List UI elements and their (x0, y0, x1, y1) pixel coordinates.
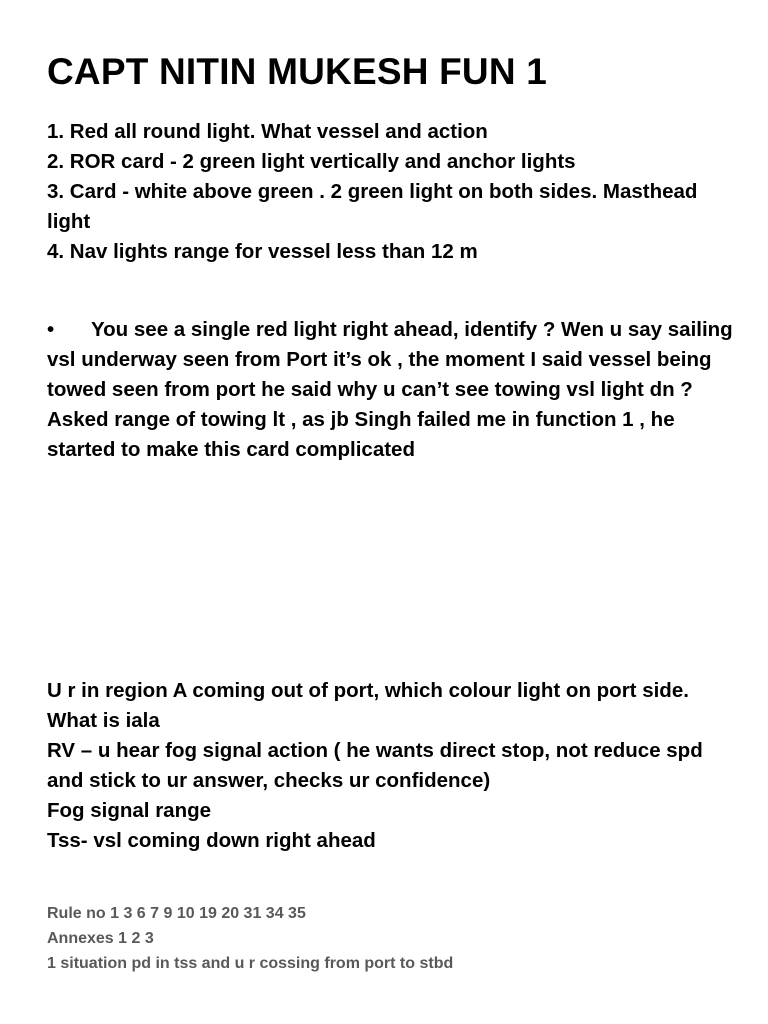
footer-line: Annexes 1 2 3 (47, 930, 154, 947)
footer-line: 1 situation pd in tss and u r cossing from port to stbd (47, 955, 454, 972)
bullet-item (47, 315, 737, 465)
bullet-paragraph (47, 315, 737, 465)
question-line: RV – u hear fog signal action ( he wants direct stop, not reduce spd and stick to ur answer, checks ur confidence) (47, 739, 703, 792)
bullet-text: You see a single red light right ahead, identify ? Wen u say sailing vsl underway seen from Port it’s ok , the moment I said vessel being towed seen from port he said why u can’t see towing vsl light dn ? Asked range of towing lt , as jb Singh failed me in function 1 , he started to make this card complicated (47, 318, 733, 461)
footer-notes (47, 901, 737, 976)
page-title: CAPT NITIN MUKESH FUN 1 (47, 51, 547, 92)
question-line: What is iala (47, 709, 160, 732)
list-item: 4. Nav lights range for vessel less than 12 m (47, 240, 478, 263)
list-item: 3. Card - white above green . 2 green light on both sides. Masthead light (47, 180, 698, 233)
list-item: 2. ROR card - 2 green light vertically and anchor lights (47, 150, 576, 173)
numbered-list (47, 117, 737, 267)
question-line: Fog signal range (47, 799, 212, 822)
footer-line: Rule no 1 3 6 7 9 10 19 20 31 34 35 (47, 905, 306, 922)
bullet-icon: • (47, 318, 55, 341)
questions-block (47, 676, 737, 856)
question-line: Tss- vsl coming down right ahead (47, 829, 376, 852)
list-item: 1. Red all round light. What vessel and action (47, 120, 488, 143)
question-line: U r in region A coming out of port, which colour light on port side. (47, 679, 689, 702)
